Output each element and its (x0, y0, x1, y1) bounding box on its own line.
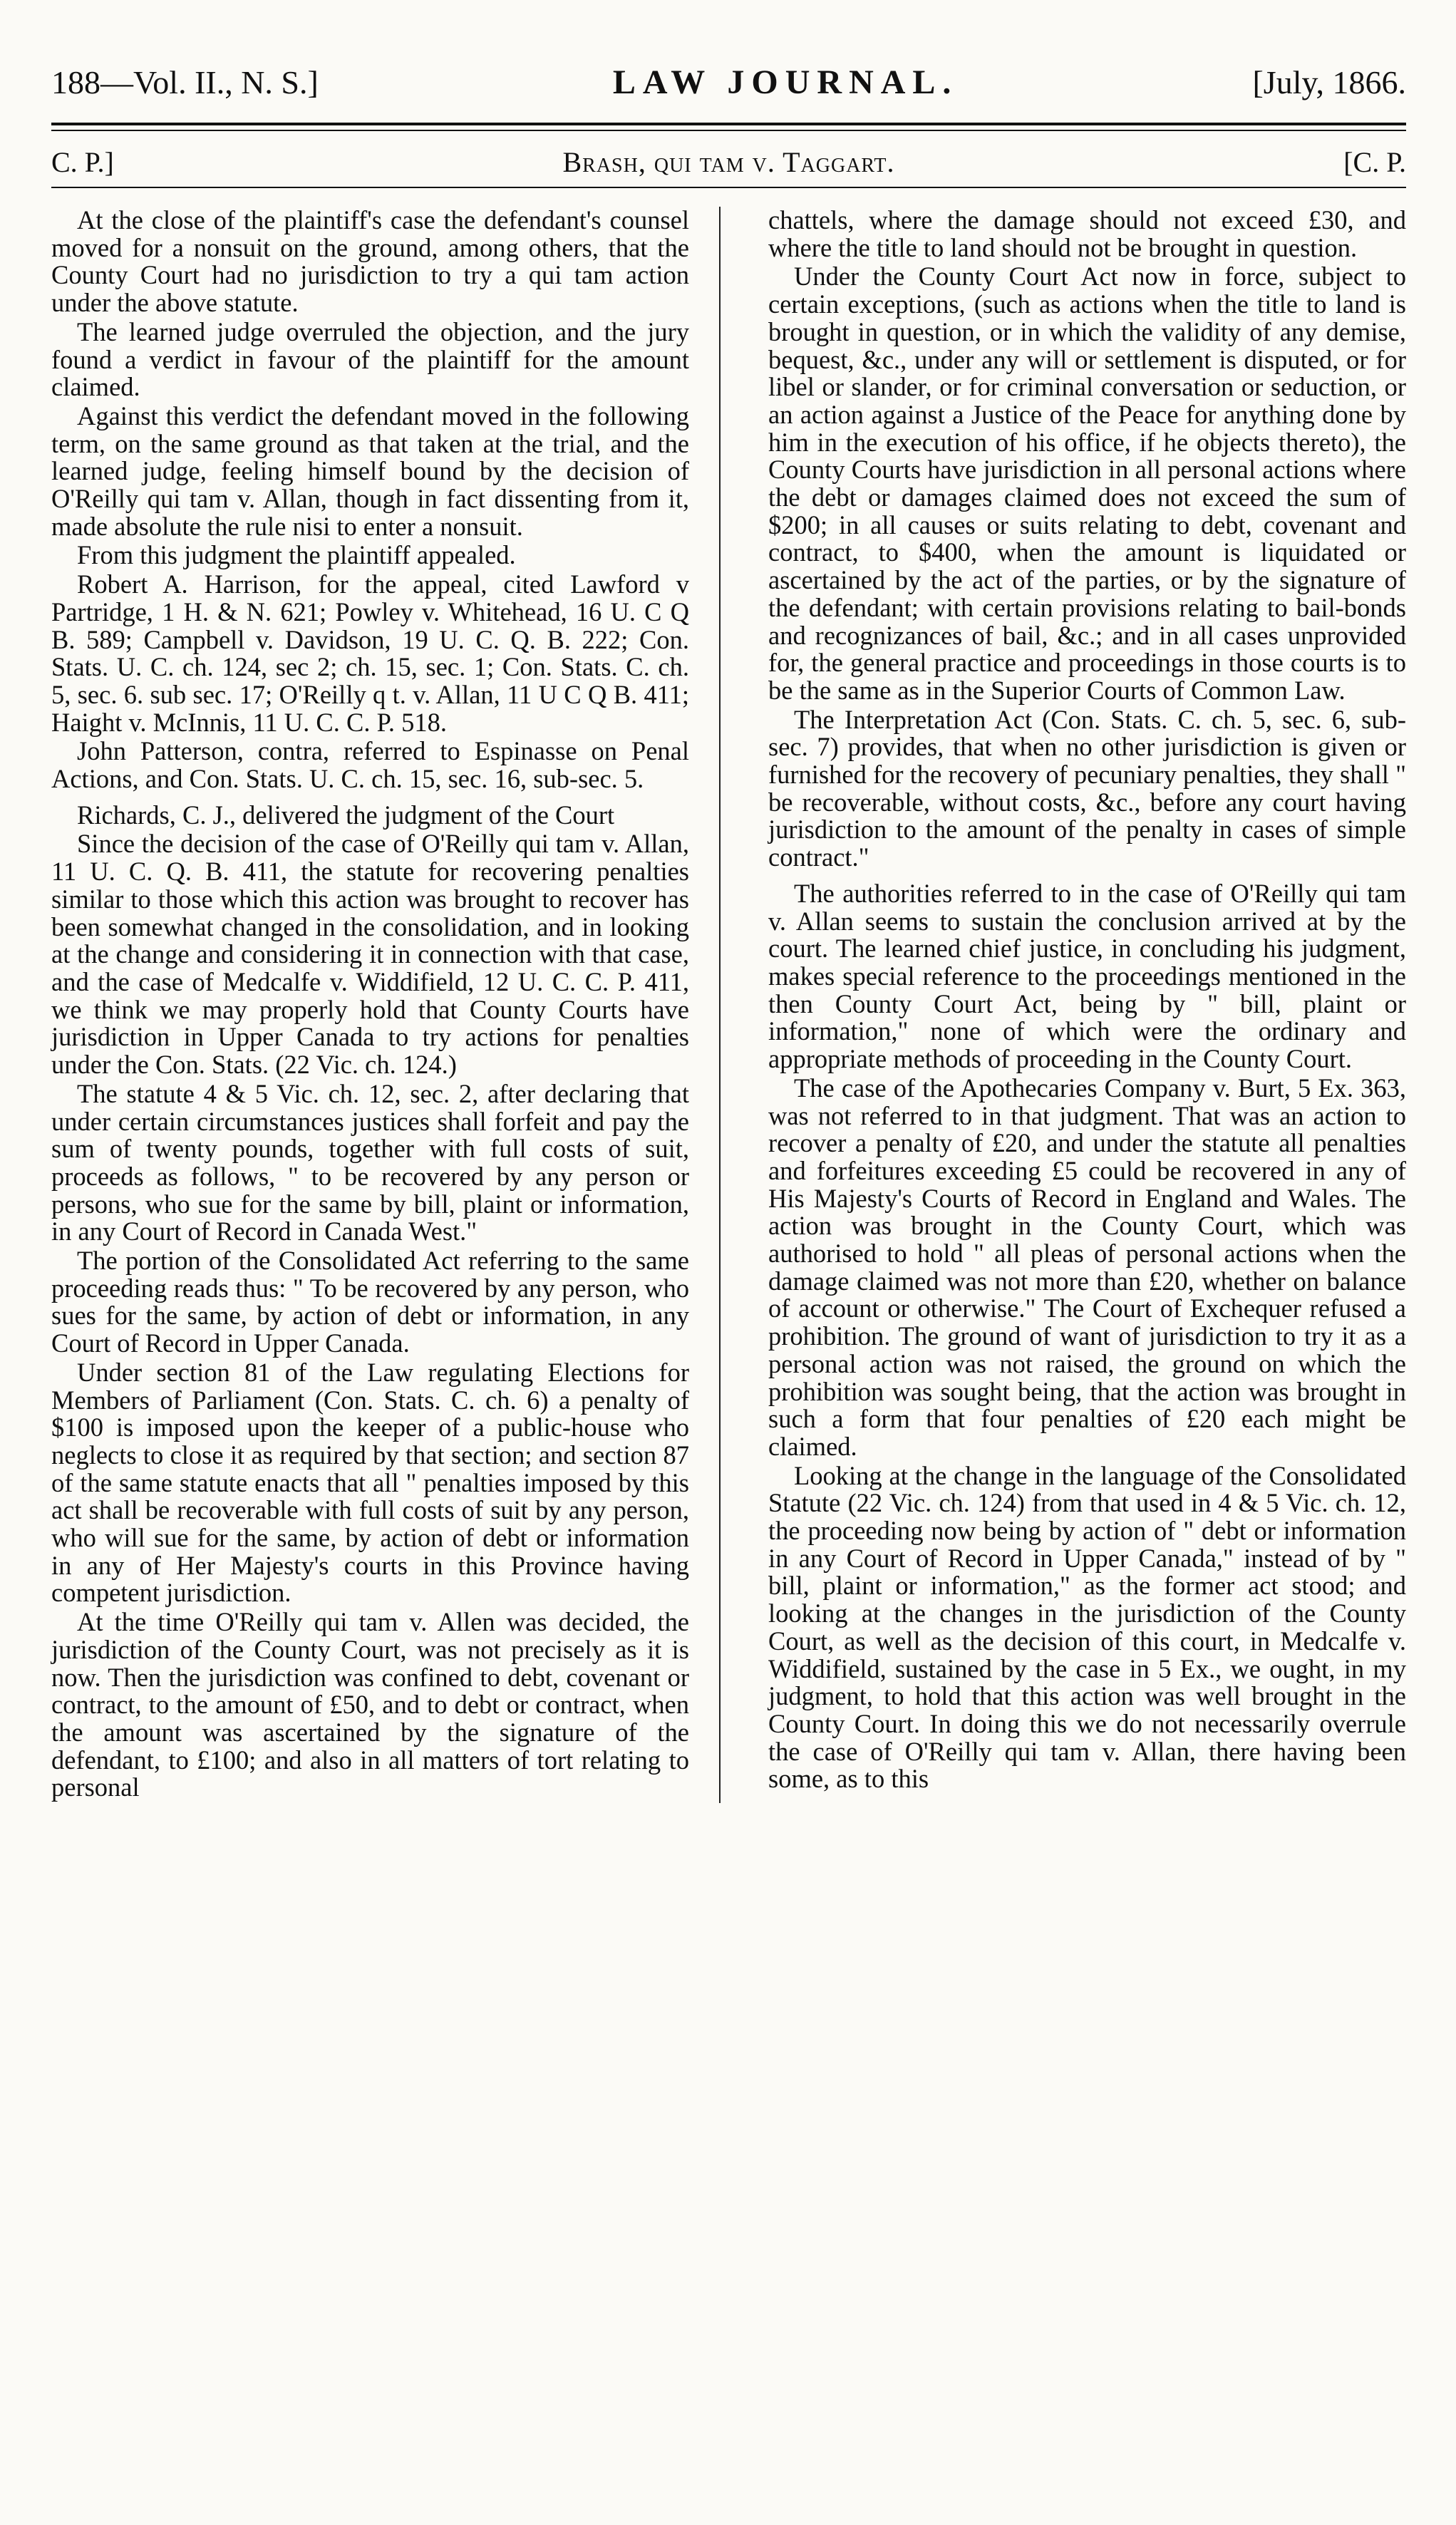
case-title: Brash, qui tam v. Taggart. (562, 146, 895, 178)
text-columns (51, 207, 1406, 1803)
case-head (51, 131, 1406, 182)
right-column (768, 207, 1406, 1803)
paragraph: chattels, where the damage should not exceed £30, and where the title to land should not be brought in question. (768, 205, 1406, 262)
paragraph: The portion of the Consolidated Act referring to the same proceeding reads thus: " To be recovered by any person, who sues for the same, by action of debt or information, in any Court of Record in Upper Canada. (51, 1246, 689, 1358)
column-divider (719, 207, 721, 1803)
paragraph: At the close of the plaintiff's case the defendant's counsel moved for a nonsuit on the ground, among others, that the County Court had no jurisdiction to try a qui tam action under the above statute. (51, 205, 689, 318)
paragraph: Against this verdict the defendant moved in the following term, on the same ground as that taken at the trial, and the learned judge, feeling himself bound by the decision of O'Reilly qui tam v. Allan, though in fact dissenting from it, made absolute the rule nisi to enter a nonsuit. (51, 401, 689, 541)
paragraph: The case of the Apothecaries Company v. Burt, 5 Ex. 363, was not referred to in that judgment. That was an action to recover a penalty of £20, and under the statute all penalties and forfeitures exceeding £5 could be recovered in any of His Majesty's Courts of Record in England and Wales. The action was brought in the County Court, which was authorised to hold " all pleas of personal actions when the damage claimed was not more than £20, whether on balance of account or otherwise." The Court of Exchequer refused a prohibition. The ground of want of jurisdiction to try it as a personal action was not raised, the ground on which the prohibition was sought being, that the action was brought in such a form that four penalties of £20 each might be claimed. (768, 1073, 1406, 1461)
issue-date: [July, 1866. (1252, 64, 1406, 100)
court-right: [C. P. (1343, 146, 1406, 178)
paragraph: At the time O'Reilly qui tam v. Allen was decided, the jurisdiction of the County Court, was not precisely as it is now. Then the jurisdiction was confined to debt, covenant or contract, to the amount of £50, and to debt or contract, when the amount was ascertained by the signature of the defendant, to £100; and also in all matters of tort relating to personal (51, 1607, 689, 1802)
paragraph: The Interpretation Act (Con. Stats. C. ch. 5, sec. 6, sub-sec. 7) provides, that when no other jurisdiction is given or furnished for the recovery of pecuniary penalties, they shall " be recoverable, without costs, &c., before any court having jurisdiction to the amount of the penalty in cases of simple contract." (768, 704, 1406, 872)
paragraph: The authorities referred to in the case of O'Reilly qui tam v. Allan seems to sustain the conclusion arrived at by the court. The learned chief justice, in concluding his judgment, makes special reference to the proceedings mentioned in the then County Court Act, being by " bill, plaint or information," none of which were the ordinary and appropriate methods of proceeding in the County Court. (768, 878, 1406, 1074)
paragraph: Richards, C. J., delivered the judgment of the Court (77, 800, 615, 830)
left-column (51, 207, 689, 1803)
paragraph: From this judgment the plaintiff appealed. (77, 540, 516, 570)
case-rule (51, 187, 1406, 188)
court-left: C. P.] (51, 146, 114, 178)
journal-title: LAW JOURNAL. (612, 63, 959, 101)
page-volume-ref: 188—Vol. II., N. S.] (51, 64, 319, 100)
paragraph: The statute 4 & 5 Vic. ch. 12, sec. 2, after declaring that under certain circumstances justices shall forfeit and pay the sum of twenty pounds, together with full costs of suit, proceeds as follows, " to be recovered by any person or persons, who sue for the same by bill, plaint or information, in any Court of Record in Canada West." (51, 1078, 689, 1246)
paragraph: John Patterson, contra, referred to Espinasse on Penal Actions, and Con. Stats. U. C. ch. 15, sec. 16, sub-sec. 5. (51, 736, 689, 794)
paragraph: Robert A. Harrison, for the appeal, cited Lawford v Partridge, 1 H. & N. 621; Powley v. Whitehead, 16 U. C Q B. 589; Campbell v. Davidson, 19 U. C. Q. B. 222; Con. Stats. U. C. ch. 124, sec 2; ch. 15, sec. 1; Con. Stats. C. ch. 5, sec. 6. sub sec. 17; O'Reilly q t. v. Allan, 11 U C Q B. 411; Haight v. McInnis, 11 U. C. C. P. 518. (51, 569, 689, 737)
paragraph: Under the County Court Act now in force, subject to certain exceptions, (such as actions when the title to land is brought in question, or in which the validity of any demise, bequest, &c., under any will or settlement is disputed, or for libel or slander, or for criminal conversation or seduction, or an action against a Justice of the Peace for anything done by him in the execution of his office, if he objects thereto), the County Courts have jurisdiction in all personal actions where the debt or damages claimed does not exceed the sum of $200; in all causes or suits relating to debt, covenant and contract, to $400, when the amount is liquidated or ascertained by the act of the parties, or by the signature of the defendant; with certain provisions relating to bail-bonds and recognizances of bail, &c.; and in all cases unprovided for, the general practice and proceedings in those courts is to be the same as in the Superior Courts of Common Law. (768, 262, 1406, 705)
running-head (51, 63, 1406, 113)
head-rule-thick (51, 123, 1406, 125)
paragraph: Looking at the change in the language of the Consolidated Statute (22 Vic. ch. 124) from that used in 4 & 5 Vic. ch. 12, the proceeding now being by action of " debt or information in any Court of Record in Upper Canada," instead of by " bill, plaint or information," as the former act stood; and looking at the changes in the jurisdiction of the County Court, as well as the decision of this court, in Medcalfe v. Widdifield, sustained by the case in 5 Ex., we ought, in my judgment, to hold that this action was well brought in the County Court. In doing this we do not necessarily overrule the case of O'Reilly qui tam v. Allan, there having been some, as to this (768, 1460, 1406, 1794)
paragraph: Under section 81 of the Law regulating Elections for Members of Parliament (Con. Stats. C. ch. 6) a penalty of $100 is imposed upon the keeper of a public-house who neglects to close it as required by that section; and section 87 of the same statute enacts that all " penalties imposed by this act shall be recoverable with full costs of suit by any person, who will sue for the same, by action of debt or information in any of Her Majesty's courts in this Province having competent jurisdiction. (51, 1357, 689, 1608)
paragraph: The learned judge overruled the objection, and the jury found a verdict in favour of the plaintiff for the amount claimed. (51, 316, 689, 402)
paragraph: Since the decision of the case of O'Reilly qui tam v. Allan, 11 U. C. Q. B. 411, the statute for recovering penalties similar to those which this action was brought to recover has been somewhat changed in the consolidation, and in looking at the change and considering it in connection with that case, and the case of Medcalfe v. Widdifield, 12 U. C. C. P. 411, we think we may properly hold that County Courts have jurisdiction in Upper Canada to try actions for penalties under the Con. Stats. (22 Vic. ch. 124.) (51, 829, 689, 1080)
